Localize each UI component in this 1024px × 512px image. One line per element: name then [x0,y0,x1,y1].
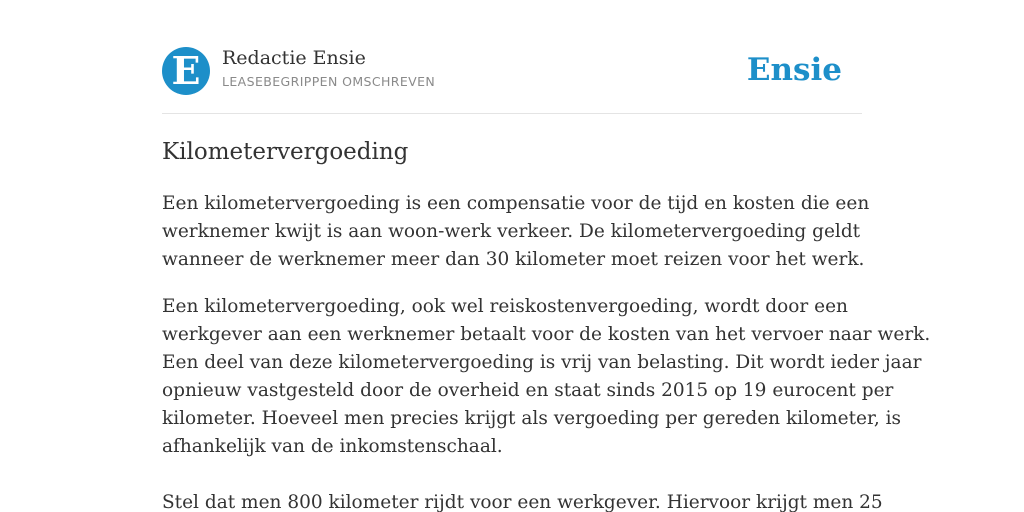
text-line: Een deel van deze kilometervergoeding is vrij van belasting. Dit wordt ieder jaar [162,352,922,373]
article-title: Kilometervergoeding [162,139,409,165]
text-line: Een kilometervergoeding, ook wel reiskostenvergoeding, wordt door een [162,296,848,317]
category-label: LEASEBEGRIPPEN OMSCHREVEN [222,74,436,89]
text-line: wanneer de werknemer meer dan 30 kilometer moet reizen voor het werk. [162,249,865,270]
article-body [162,190,931,512]
article-header [162,46,862,96]
text-line: werknemer kwijt is aan woon-werk verkeer. De kilometervergoeding geldt [162,221,861,242]
text-line: Een kilometervergoeding is een compensatie voor de tijd en kosten die een [162,193,870,214]
text-line: kilometer. Hoeveel men precies krijgt als vergoeding per gereden kilometer, is [162,408,901,429]
paragraph-1 [162,190,870,274]
text-line [162,461,862,489]
text-line: Stel dat men 800 kilometer rijdt voor een werkgever. Hiervoor krijgt men 25 [162,492,883,512]
text-line: opnieuw vastgesteld door de overheid en staat sinds 2015 op 19 eurocent per [162,380,894,401]
text-line: werkgever aan een werknemer betaalt voor de kosten van het vervoer naar werk. [162,324,931,345]
paragraph-2 [162,293,931,512]
text-line: afhankelijk van de inkomstenschaal. [162,436,503,457]
author-name[interactable]: Redactie Ensie [222,47,366,69]
header-divider [162,113,862,114]
author-avatar[interactable]: E [162,47,210,95]
ensie-logo[interactable]: Ensie [746,52,842,88]
